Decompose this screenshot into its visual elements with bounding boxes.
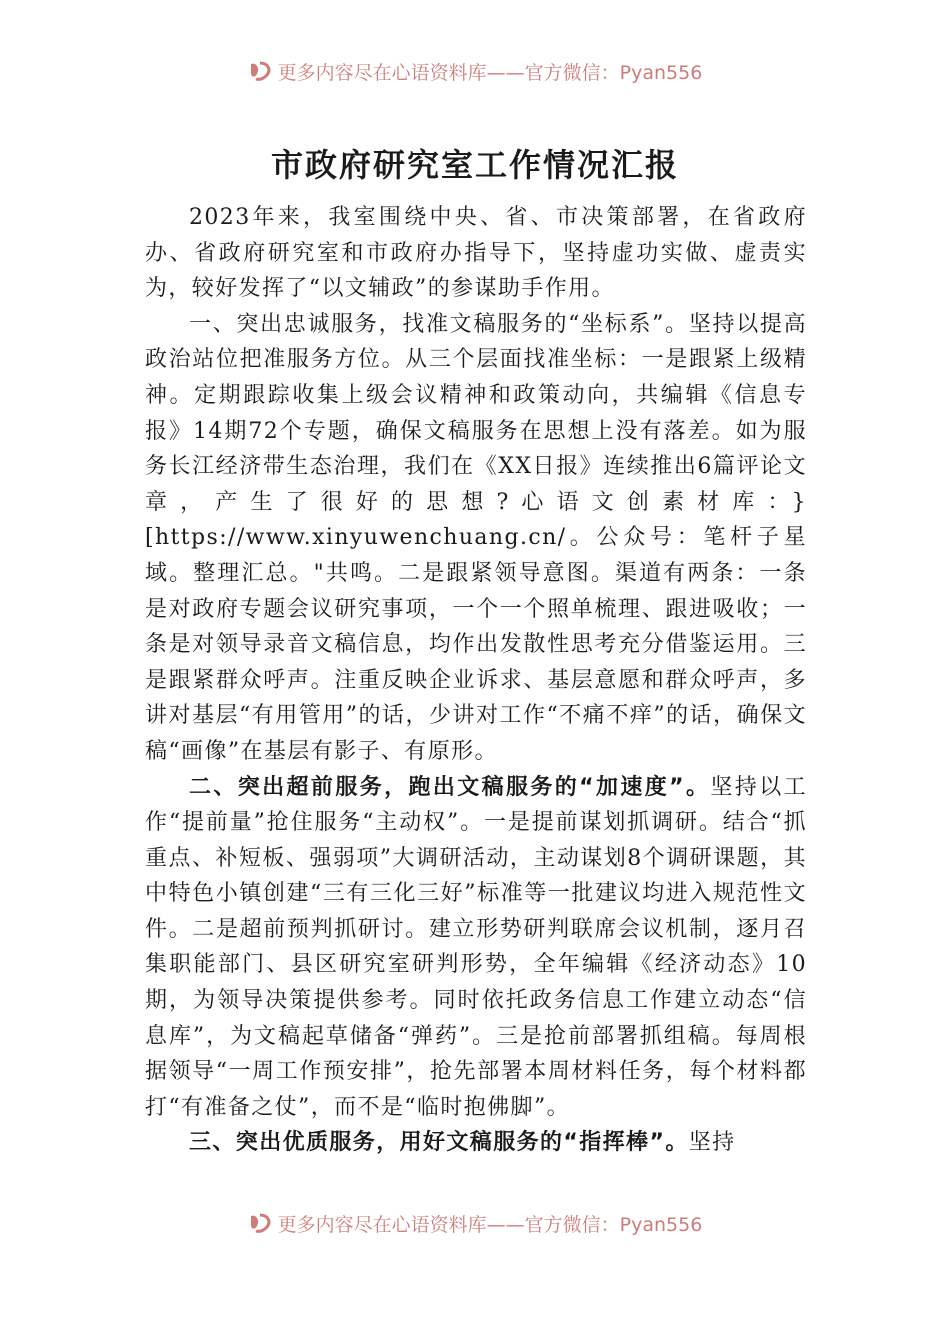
header-banner-text: 更多内容尽在心语资料库——官方微信：Pyan556: [277, 61, 703, 84]
paragraph-section-2: [145, 770, 807, 1126]
logo-icon: [248, 60, 274, 82]
paragraph-intro: [145, 200, 807, 307]
paragraph-text: 坚持: [688, 1130, 736, 1156]
paragraph-section-3: [145, 1125, 807, 1161]
paragraph-text: 坚持以工作“提前量”抢住服务“主动权”。一是提前谋划抓调研。结合“抓重点、补短板、强弱项”大调研活动，主动谋划8个调研课题，其中特色小镇创建“三有三化三好”标准等一批建议均进入规范性文件。二是超前预判抓研讨。建立形势研判联席会议机制，逐月召集职能部门、县区研究室研判形势，全年编辑《经济动态》10期，为领导决策提供参考。同时依托政务信息工作建立动态“信息库”，为文稿起草储备“弹药”。三是抢前部署抓组稿。每周根据领导“一周工作预安排”，抢先部署本周材料任务，每个材料都打“有准备之仗”，而不是“临时抱佛脚”。: [145, 774, 807, 1120]
footer-banner: [0, 1208, 950, 1238]
header-banner: [0, 56, 950, 86]
section-heading: 二、突出超前服务，跑出文稿服务的“加速度”。: [189, 774, 711, 800]
document-title: 市政府研究室工作情况汇报: [270, 146, 679, 184]
paragraph-section-1: [145, 307, 807, 770]
footer-banner-text: 更多内容尽在心语资料库——官方微信：Pyan556: [277, 1213, 703, 1236]
section-heading: 三、突出优质服务，用好文稿服务的“指挥棒”。: [189, 1130, 689, 1156]
paragraph-text: 一、突出忠诚服务，找准文稿服务的“坐标系”。坚持以提高政治站位把准服务方位。从三个层面找准坐标：一是跟紧上级精神。定期跟踪收集上级会议精神和政策动向，共编辑《信息专报》14期72个专题，确保文稿服务在思想上没有落差。如为服务长江经济带生态治理，我们在《XX日报》连续推出6篇评论文章，产生了很好的思想?心语文创素材库：}[https://www.xinyuwenchuang.cn/。公众号：笔杆子星域。整理汇总。"共鸣。二是跟紧领导意图。渠道有两条：一条是对政府专题会议研究事项，一个一个照单梳理、跟进吸收；一条是对领导录音文稿信息，均作出发散性思考充分借鉴运用。三是跟紧群众呼声。注重反映企业诉求、基层意愿和群众呼声，多讲对基层“有用管用”的话，少讲对工作“不痛不痒”的话，确保文稿“画像”在基层有影子、有原形。: [145, 311, 807, 764]
logo-icon: [248, 1212, 274, 1234]
paragraph-text: 2023年来，我室围绕中央、省、市决策部署，在省政府办、省政府研究室和市政府办指导下，坚持虚功实做、虚责实为，较好发挥了“以文辅政”的参谋助手作用。: [145, 205, 807, 302]
document-body: [145, 200, 807, 1161]
